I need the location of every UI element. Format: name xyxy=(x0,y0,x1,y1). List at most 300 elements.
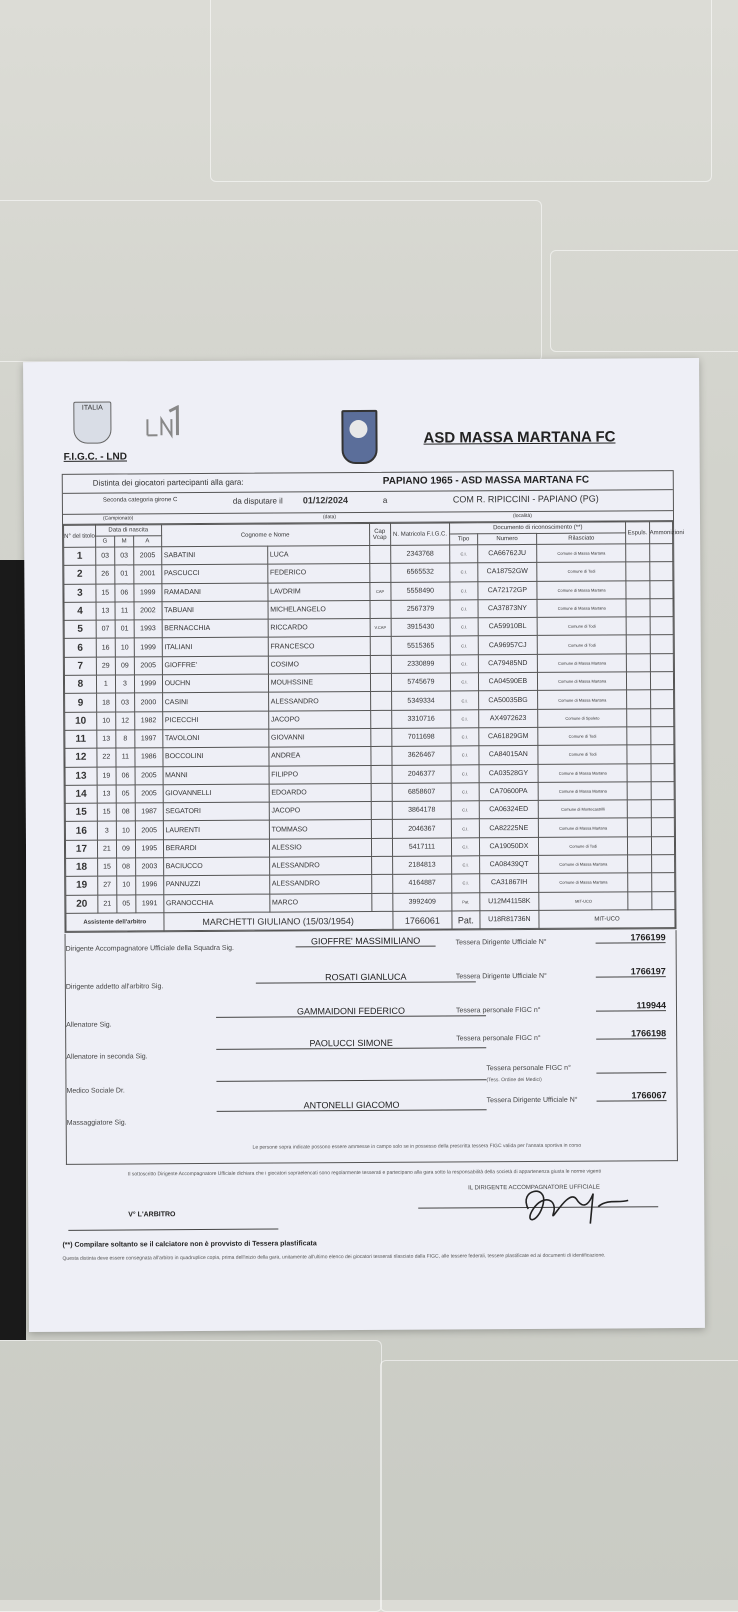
extra-cell xyxy=(626,617,649,635)
match-info-form xyxy=(62,470,685,933)
player-number: 16 xyxy=(65,822,97,840)
doc-type: C.I. xyxy=(450,600,478,618)
player-number: 19 xyxy=(66,876,98,894)
table-surface-tile xyxy=(550,250,738,352)
staff-label: Dirigente Accompagnatore Ufficiale della Squadra Sig. xyxy=(65,944,235,953)
player-surname: TABUANI xyxy=(162,601,268,620)
player-surname: GIOFFRE' xyxy=(162,656,268,675)
player-number: 1 xyxy=(64,547,96,565)
player-first-name: COSIMO xyxy=(268,655,370,674)
lnd-logo xyxy=(143,405,183,443)
player-number: 20 xyxy=(66,895,98,913)
player-surname: BOCCOLINI xyxy=(162,747,268,766)
player-surname: GRANOCCHIA xyxy=(163,894,269,913)
player-surname: OUCHN xyxy=(162,674,268,693)
doc-type: C.I. xyxy=(451,728,479,746)
player-matricola: 3626467 xyxy=(392,746,452,765)
doc-number: CA72172GP xyxy=(478,581,538,600)
player-number: 8 xyxy=(64,675,96,693)
birth-month: 08 xyxy=(116,858,135,876)
intro-label: Distinta dei giocatori partecipanti alla gara: xyxy=(92,477,244,488)
extra-cell xyxy=(650,617,674,635)
staff-note: Le persone sopra indicate possono essere ammesse in campo solo se in possesso della prescritta tessera FIGC valida per l'annata sportiva in corso xyxy=(252,1142,582,1151)
club-title: ASD MASSA MARTANA FC xyxy=(423,428,616,447)
extra-cell xyxy=(651,818,675,836)
player-role xyxy=(371,783,392,801)
player-surname: ITALIANI xyxy=(162,638,268,657)
extra-cell xyxy=(650,727,674,745)
staff-label: Dirigente addetto all'arbitro Sig. xyxy=(65,983,164,991)
col-header-num: N° del titolo xyxy=(64,525,96,547)
birth-month: 11 xyxy=(116,748,135,766)
doc-issuer: Comune di Massa Martana xyxy=(539,873,628,892)
player-surname: SABATINI xyxy=(161,546,267,565)
player-first-name: TOMMASO xyxy=(269,820,371,839)
doc-type: C.I. xyxy=(450,636,478,654)
doc-type: C.I. xyxy=(450,581,478,599)
birth-year: 1987 xyxy=(135,803,163,821)
extra-cell xyxy=(650,598,674,616)
player-matricola: 3310716 xyxy=(391,710,451,729)
match-venue: COM R. RIPICCINI - PAPIANO (PG) xyxy=(452,493,599,505)
player-first-name: ALESSANDRO xyxy=(268,692,370,711)
player-first-name: ANDREA xyxy=(269,747,371,766)
birth-month: 09 xyxy=(115,657,134,675)
col-header-m: M xyxy=(115,536,134,547)
player-role xyxy=(370,637,391,655)
player-surname: PICECCHI xyxy=(162,711,268,730)
table-surface-tile xyxy=(210,0,712,182)
extra-cell xyxy=(627,654,650,672)
doc-type: C.I. xyxy=(452,838,480,856)
birth-month: 06 xyxy=(116,766,135,784)
col-header-extra1: Espuls. xyxy=(626,522,649,544)
player-surname: MANNI xyxy=(163,766,269,785)
staff-card-label: Tessera Dirigente Ufficiale N° xyxy=(486,1096,578,1105)
extra-cell xyxy=(651,891,675,909)
player-role xyxy=(369,564,390,582)
doc-type: C.I. xyxy=(451,783,479,801)
birth-month: 06 xyxy=(115,583,134,601)
doc-number: CA37873NY xyxy=(478,599,538,618)
birth-day: 3 xyxy=(97,821,116,839)
player-matricola: 2046377 xyxy=(392,765,452,784)
birth-year: 2005 xyxy=(135,785,163,803)
player-role xyxy=(370,655,391,673)
player-first-name: FRANCESCO xyxy=(268,637,370,656)
extra-cell xyxy=(628,836,651,854)
staff-card-number: 1766197 xyxy=(596,966,666,977)
col-header-tipo: Tipo xyxy=(450,534,478,545)
match-sheet xyxy=(23,358,705,1332)
birth-year: 1993 xyxy=(134,620,162,638)
player-surname: BERNACCHIA xyxy=(162,619,268,638)
player-surname: LAURENTI xyxy=(163,821,269,840)
player-first-name: MOUHSSINE xyxy=(268,674,370,693)
birth-day: 07 xyxy=(96,620,115,638)
doc-type: Pat. xyxy=(452,892,480,910)
birth-year: 1999 xyxy=(134,638,162,656)
player-number: 11 xyxy=(65,730,97,748)
birth-month: 01 xyxy=(115,565,134,583)
birth-year: 2005 xyxy=(135,821,163,839)
player-matricola: 5417111 xyxy=(392,838,452,857)
birth-day: 10 xyxy=(96,712,115,730)
doc-type: C.I. xyxy=(451,709,479,727)
extra-cell xyxy=(650,708,674,726)
doc-type: C.I. xyxy=(451,746,479,764)
extra-cell xyxy=(626,562,649,580)
player-matricola: 2046367 xyxy=(392,819,452,838)
league-caption: (Campionato) xyxy=(102,515,134,522)
player-first-name: LAVDRIM xyxy=(268,582,370,601)
doc-number: CA06324ED xyxy=(479,801,539,820)
player-matricola: 2343768 xyxy=(390,545,450,564)
player-first-name: FILIPPO xyxy=(269,765,371,784)
player-role xyxy=(371,820,392,838)
doc-number: CA96957CJ xyxy=(478,636,538,655)
birth-year: 2005 xyxy=(134,657,162,675)
player-first-name: ALESSIO xyxy=(269,838,371,857)
assistant-issuer: MIT-UCO xyxy=(539,910,675,929)
birth-day: 21 xyxy=(98,895,117,913)
doc-type: C.I. xyxy=(451,764,479,782)
player-surname: GIOVANNELLI xyxy=(163,784,269,803)
col-header-birth: Data di nascita xyxy=(95,525,161,536)
player-matricola: 5349334 xyxy=(391,691,451,710)
player-number: 5 xyxy=(64,620,96,638)
player-matricola: 3864178 xyxy=(392,801,452,820)
birth-year: 2002 xyxy=(134,602,162,620)
doc-type: C.I. xyxy=(451,819,479,837)
col-header-a: A xyxy=(134,536,162,547)
arbitro-signature-line xyxy=(68,1229,278,1231)
birth-month: 08 xyxy=(116,803,135,821)
staff-card-label: Tessera Dirigente Ufficiale N° xyxy=(455,938,547,947)
player-matricola: 2184813 xyxy=(392,856,452,875)
player-surname: TAVOLONI xyxy=(162,729,268,748)
birth-month: 03 xyxy=(115,693,134,711)
assistant-matricola: 1766061 xyxy=(393,911,453,930)
assistant-label: Assistente dell'arbitro xyxy=(66,913,164,932)
staff-name: GAMMAIDONI FEDERICO xyxy=(216,1005,486,1018)
staff-label: Medico Sociale Dr. xyxy=(66,1087,125,1095)
doc-issuer: Comune di Massa Martana xyxy=(539,855,628,874)
extra-cell xyxy=(628,873,651,891)
player-role xyxy=(371,765,392,783)
doc-number: U12M41158K xyxy=(480,892,540,911)
player-matricola: 4164887 xyxy=(392,874,452,893)
doc-number: CA19050DX xyxy=(479,837,539,856)
doc-issuer: Comune di Massa Martana xyxy=(537,580,626,599)
player-role xyxy=(371,856,392,874)
birth-year: 2003 xyxy=(136,858,164,876)
doc-number: CA04590EB xyxy=(478,673,538,692)
birth-month: 10 xyxy=(117,876,136,894)
doc-issuer: Comune di Todi xyxy=(538,727,627,746)
player-matricola: 3915430 xyxy=(391,618,451,637)
player-role: CAP xyxy=(369,582,390,600)
birth-day: 15 xyxy=(97,858,116,876)
doc-issuer: Comune di Massa Martana xyxy=(538,763,627,782)
extra-cell xyxy=(627,800,650,818)
doc-number: CA18752GW xyxy=(477,563,537,582)
extra-cell xyxy=(628,855,651,873)
doc-issuer: MIT-UCO xyxy=(539,892,628,911)
extra-cell xyxy=(627,672,650,690)
extra-cell xyxy=(650,745,674,763)
extra-cell xyxy=(651,855,675,873)
birth-month: 03 xyxy=(115,547,134,565)
player-number: 2 xyxy=(64,565,96,583)
doc-type: C.I. xyxy=(450,655,478,673)
declaration-note: Il sottoscritto Dirigente Accompagnatore Ufficiale dichiara che i giocatori sopraelencati sono regolarmente tesserati e partecipano alla gara sotto la responsabilità della società di appartenenza giusta le norme vigenti xyxy=(127,1168,601,1178)
doc-type: C.I. xyxy=(451,691,479,709)
figc-shield-logo: ITALIA xyxy=(73,402,111,444)
player-matricola: 2567379 xyxy=(391,600,451,619)
player-first-name: ALESSANDRO xyxy=(269,857,371,876)
birth-day: 22 xyxy=(97,748,116,766)
extra-cell xyxy=(626,580,649,598)
doc-number: CA59910BL xyxy=(478,618,538,637)
doc-issuer: Comune di Massa Martana xyxy=(537,654,626,673)
doc-issuer: Comune di Massa Martana xyxy=(537,544,626,563)
birth-month: 10 xyxy=(115,638,134,656)
player-surname: SEGATORI xyxy=(163,802,269,821)
birth-day: 19 xyxy=(97,767,116,785)
birth-year: 1995 xyxy=(135,839,163,857)
birth-day: 1 xyxy=(96,675,115,693)
staff-section xyxy=(65,930,678,1165)
player-number: 17 xyxy=(65,840,97,858)
player-role xyxy=(370,692,391,710)
player-role xyxy=(370,600,391,618)
doc-issuer: Comune di Massa Martana xyxy=(537,599,626,618)
birth-year: 1996 xyxy=(136,876,164,894)
doc-issuer: Comune di Massa Martana xyxy=(538,690,627,709)
birth-day: 29 xyxy=(96,657,115,675)
player-first-name: LUCA xyxy=(267,545,369,564)
match-teams: PAPIANO 1965 - ASD MASSA MARTANA FC xyxy=(382,474,590,487)
doc-issuer: Comune di Todi xyxy=(537,617,626,636)
player-matricola: 6565532 xyxy=(391,563,451,582)
doc-issuer: Comune di Todi xyxy=(537,562,626,581)
birth-month: 8 xyxy=(116,730,135,748)
player-first-name: GIOVANNI xyxy=(268,728,370,747)
player-matricola: 2330899 xyxy=(391,655,451,674)
player-matricola: 5558490 xyxy=(391,582,451,601)
birth-year: 1982 xyxy=(135,711,163,729)
birth-year: 2001 xyxy=(134,565,162,583)
birth-day: 18 xyxy=(96,693,115,711)
doc-issuer: Comune di Massa Martana xyxy=(538,672,627,691)
handwritten-signature xyxy=(498,1178,638,1229)
col-header-name: Cognome e Nome xyxy=(161,523,369,546)
venue-caption: (località) xyxy=(512,512,532,520)
doc-type: C.I. xyxy=(451,801,479,819)
player-surname: PASCUCCI xyxy=(161,564,267,583)
col-header-rilasciato: Rilasciato xyxy=(537,533,626,545)
player-role xyxy=(371,893,392,911)
doc-issuer: Comune di Todi xyxy=(539,837,628,856)
player-role xyxy=(371,875,392,893)
extra-cell xyxy=(627,745,650,763)
birth-month: 09 xyxy=(116,840,135,858)
date-caption: (data) xyxy=(322,514,337,521)
player-number: 9 xyxy=(65,694,97,712)
staff-label: Allenatore Sig. xyxy=(66,1021,112,1029)
extra-cell xyxy=(651,836,675,854)
assistant-doc-type: Pat. xyxy=(452,911,480,929)
extra-cell xyxy=(627,690,650,708)
extra-cell xyxy=(649,544,673,562)
extra-cell xyxy=(627,763,650,781)
doc-issuer: Comune di Todi xyxy=(538,745,627,764)
birth-year: 1999 xyxy=(134,675,162,693)
staff-name: ANTONELLI GIACOMO xyxy=(217,1099,487,1112)
extra-cell xyxy=(649,580,673,598)
player-role xyxy=(371,801,392,819)
staff-name: PAOLUCCI SIMONE xyxy=(216,1037,486,1050)
player-first-name: EDOARDO xyxy=(269,783,371,802)
extra-cell xyxy=(627,708,650,726)
birth-day: 13 xyxy=(97,730,116,748)
player-surname: PANNUZZI xyxy=(163,875,269,894)
doc-number: CA79485ND xyxy=(478,654,538,673)
doc-issuer: Comune di Spoleto xyxy=(538,709,627,728)
birth-month: 05 xyxy=(117,895,136,913)
player-matricola: 7011698 xyxy=(392,728,452,747)
match-date: 01/12/2024 xyxy=(302,495,348,506)
binder-edge xyxy=(0,560,26,1340)
doc-number: AX4972623 xyxy=(478,709,538,728)
doc-number: CA08439QT xyxy=(479,855,539,874)
staff-card-label: Tessera personale FIGC n° xyxy=(486,1064,571,1073)
league-field: Seconda categoria girone C xyxy=(102,497,178,504)
birth-month: 05 xyxy=(116,785,135,803)
doc-type: C.I. xyxy=(452,874,480,892)
birth-month: 11 xyxy=(115,602,134,620)
birth-year: 1986 xyxy=(135,748,163,766)
staff-card-number: 1766199 xyxy=(596,932,666,943)
extra-cell xyxy=(627,727,650,745)
extra-cell xyxy=(626,544,649,562)
col-header-role: Cap Vcap xyxy=(369,523,390,545)
player-number: 18 xyxy=(66,858,98,876)
player-first-name: FEDERICO xyxy=(267,564,369,583)
staff-card-number: 119944 xyxy=(596,1000,666,1011)
player-matricola: 5745679 xyxy=(391,673,451,692)
player-number: 13 xyxy=(65,767,97,785)
player-surname: BACIUCCO xyxy=(163,857,269,876)
staff-card-number: 1766067 xyxy=(597,1090,667,1101)
birth-day: 03 xyxy=(95,547,114,565)
player-role xyxy=(370,728,391,746)
player-first-name: JACOPO xyxy=(269,802,371,821)
assistant-row xyxy=(66,910,675,932)
col-header-matricola: N. Matricola F.I.G.C. xyxy=(390,523,450,545)
doc-type: C.I. xyxy=(450,563,478,581)
doc-number: CA61829GM xyxy=(479,727,539,746)
player-number: 14 xyxy=(65,785,97,803)
col-header-docs: Documento di riconoscimento (**) xyxy=(450,522,626,534)
doc-number: CA31867IH xyxy=(479,874,539,893)
extra-cell xyxy=(649,562,673,580)
table-surface-tile xyxy=(380,1360,738,1612)
player-number: 15 xyxy=(65,803,97,821)
doc-type: C.I. xyxy=(450,618,478,636)
assistant-doc-number: U18R81736N xyxy=(480,910,540,929)
player-role xyxy=(370,747,391,765)
extra-cell xyxy=(626,635,649,653)
birth-month: 10 xyxy=(116,821,135,839)
doc-number: CA03528GY xyxy=(479,764,539,783)
table-surface-tile xyxy=(0,200,542,362)
club-crest-logo xyxy=(341,410,377,464)
col-header-extra2: Ammonizioni xyxy=(649,522,673,544)
arbitro-label: V° L'ARBITRO xyxy=(128,1211,176,1219)
doc-number: CA66762JU xyxy=(477,544,537,563)
assistant-name: MARCHETTI GIULIANO (15/03/1954) xyxy=(164,911,393,931)
player-first-name: MICHELANGELO xyxy=(268,600,370,619)
extra-cell xyxy=(650,690,674,708)
extra-cell xyxy=(627,782,650,800)
small-print: Questa distinta deve essere consegnata all'arbitro in quadruplice copia, prima dell'inizio della gara, unitamente all'ultimo elenco dei giocatori tesserati rilasciato dalla FIGC, alle tessere federali, tessere plastificate ed ai documenti di identificazione. xyxy=(62,1252,606,1262)
player-surname: RAMADANI xyxy=(161,583,267,602)
player-role xyxy=(369,545,390,563)
birth-month: 12 xyxy=(116,712,135,730)
extra-cell xyxy=(651,800,675,818)
extra-cell xyxy=(626,599,649,617)
birth-day: 13 xyxy=(96,602,115,620)
player-role xyxy=(370,710,391,728)
doc-issuer: Comune di Montecastrilli xyxy=(538,800,627,819)
doc-number: CA70600PA xyxy=(479,782,539,801)
staff-name xyxy=(216,1069,486,1082)
player-role xyxy=(371,838,392,856)
player-number: 4 xyxy=(64,602,96,620)
birth-day: 27 xyxy=(97,876,116,894)
staff-card-number xyxy=(596,1060,666,1073)
doc-number: CA50035BG xyxy=(478,691,538,710)
doc-type: C.I. xyxy=(452,856,480,874)
extra-cell xyxy=(651,873,675,891)
birth-year: 1991 xyxy=(136,894,164,912)
player-surname: CASINI xyxy=(162,692,268,711)
col-header-numero: Numero xyxy=(477,533,536,544)
doc-number: CA82225NE xyxy=(479,819,539,838)
player-first-name: ALESSANDRO xyxy=(269,875,371,894)
player-first-name: JACOPO xyxy=(268,710,370,729)
birth-day: 15 xyxy=(97,803,116,821)
extra-cell xyxy=(650,635,674,653)
doc-issuer: Comune di Massa Martana xyxy=(538,782,627,801)
extra-cell xyxy=(628,891,651,909)
extra-cell xyxy=(628,818,651,836)
birth-day: 26 xyxy=(96,565,115,583)
doc-issuer: Comune di Todi xyxy=(537,635,626,654)
staff-card-label: Tessera Dirigente Ufficiale N° xyxy=(455,972,547,981)
extra-cell xyxy=(651,763,675,781)
player-role: V.CAP xyxy=(370,619,391,637)
player-surname: BERARDI xyxy=(163,839,269,858)
col-header-g: G xyxy=(95,536,114,547)
staff-card-label: Tessera personale FIGC n° xyxy=(455,1006,541,1015)
doc-type: C.I. xyxy=(451,673,479,691)
birth-day: 13 xyxy=(97,785,116,803)
player-number: 3 xyxy=(64,584,96,602)
player-number: 7 xyxy=(64,657,96,675)
